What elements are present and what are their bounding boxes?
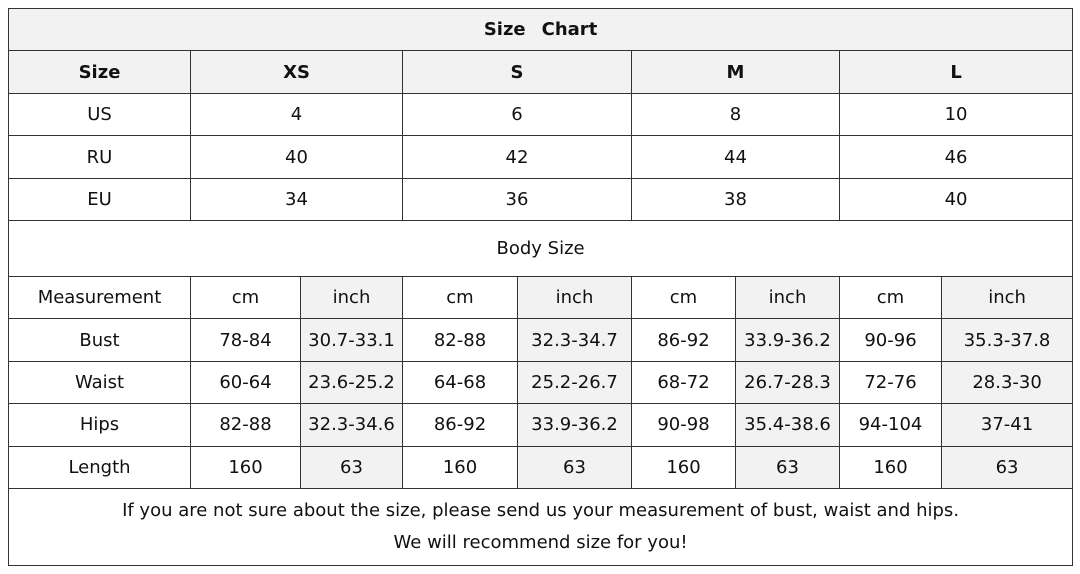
region-label: RU (9, 136, 191, 178)
unit-inch-header: inch (942, 276, 1073, 318)
measurement-row-length (9, 446, 1073, 488)
measurement-label: Bust (9, 319, 191, 361)
measurement-cell: 160 (632, 446, 736, 488)
measurement-cell: 86-92 (403, 404, 518, 446)
measurement-cell: 90-98 (632, 404, 736, 446)
size-chart-title (9, 9, 1073, 51)
measurement-cell: 94-104 (840, 404, 942, 446)
measurement-cell: 86-92 (632, 319, 736, 361)
measurement-label: Length (9, 446, 191, 488)
note-line-2: We will recommend size for you! (393, 532, 688, 554)
region-cell: 10 (840, 93, 1073, 135)
note-row (9, 489, 1073, 566)
measurement-cell: 28.3-30 (942, 361, 1073, 403)
measurement-cell: 35.3-37.8 (942, 319, 1073, 361)
measurement-cell: 82-88 (191, 404, 301, 446)
measurement-cell: 32.3-34.7 (518, 319, 632, 361)
unit-cm-header: cm (191, 276, 301, 318)
measurement-cell: 90-96 (840, 319, 942, 361)
region-cell: 38 (632, 178, 840, 220)
region-cell: 44 (632, 136, 840, 178)
measurement-cell: 68-72 (632, 361, 736, 403)
title-word-chart: Chart (541, 19, 598, 41)
measurement-cell: 72-76 (840, 361, 942, 403)
note-line-1: If you are not sure about the size, please send us your measurement of bust, waist and hips. (122, 500, 960, 522)
measurement-cell: 63 (942, 446, 1073, 488)
unit-cm-header: cm (403, 276, 518, 318)
measurement-row-hips (9, 404, 1073, 446)
recommendation-note (9, 489, 1073, 566)
measurement-cell: 37-41 (942, 404, 1073, 446)
region-cell: 46 (840, 136, 1073, 178)
measurement-cell: 63 (736, 446, 840, 488)
region-cell: 6 (403, 93, 632, 135)
measurement-cell: 26.7-28.3 (736, 361, 840, 403)
measurement-cell: 30.7-33.1 (301, 319, 403, 361)
size-chart-table (8, 8, 1073, 566)
region-row-us (9, 93, 1073, 135)
region-cell: 40 (191, 136, 403, 178)
region-cell: 34 (191, 178, 403, 220)
measurement-cell: 63 (518, 446, 632, 488)
region-cell: 8 (632, 93, 840, 135)
title-row (9, 9, 1073, 51)
region-cell: 40 (840, 178, 1073, 220)
region-cell: 4 (191, 93, 403, 135)
measurement-label: Waist (9, 361, 191, 403)
unit-cm-header: cm (632, 276, 736, 318)
region-row-ru (9, 136, 1073, 178)
measurement-row-waist (9, 361, 1073, 403)
measurement-cell: 32.3-34.6 (301, 404, 403, 446)
unit-inch-header: inch (301, 276, 403, 318)
measurement-cell: 33.9-36.2 (518, 404, 632, 446)
size-header-l: L (840, 51, 1073, 93)
measurement-cell: 33.9-36.2 (736, 319, 840, 361)
size-header-row (9, 51, 1073, 93)
region-label: US (9, 93, 191, 135)
measurement-label: Hips (9, 404, 191, 446)
measurement-cell: 64-68 (403, 361, 518, 403)
measurement-cell: 25.2-26.7 (518, 361, 632, 403)
measurement-cell: 160 (403, 446, 518, 488)
region-cell: 42 (403, 136, 632, 178)
title-word-size: Size (483, 19, 526, 41)
measurement-cell: 60-64 (191, 361, 301, 403)
region-label: EU (9, 178, 191, 220)
region-row-eu (9, 178, 1073, 220)
unit-inch-header: inch (518, 276, 632, 318)
measurement-cell: 35.4-38.6 (736, 404, 840, 446)
size-header-label: Size (9, 51, 191, 93)
unit-cm-header: cm (840, 276, 942, 318)
region-cell: 36 (403, 178, 632, 220)
body-size-row (9, 221, 1073, 277)
measurement-cell: 160 (191, 446, 301, 488)
size-header-s: S (403, 51, 632, 93)
measurement-cell: 78-84 (191, 319, 301, 361)
measurement-header-label: Measurement (9, 276, 191, 318)
measurement-header-row (9, 276, 1073, 318)
measurement-cell: 82-88 (403, 319, 518, 361)
measurement-cell: 63 (301, 446, 403, 488)
size-header-m: M (632, 51, 840, 93)
body-size-title: Body Size (9, 221, 1073, 277)
unit-inch-header: inch (736, 276, 840, 318)
size-header-xs: XS (191, 51, 403, 93)
measurement-row-bust (9, 319, 1073, 361)
measurement-cell: 160 (840, 446, 942, 488)
measurement-cell: 23.6-25.2 (301, 361, 403, 403)
